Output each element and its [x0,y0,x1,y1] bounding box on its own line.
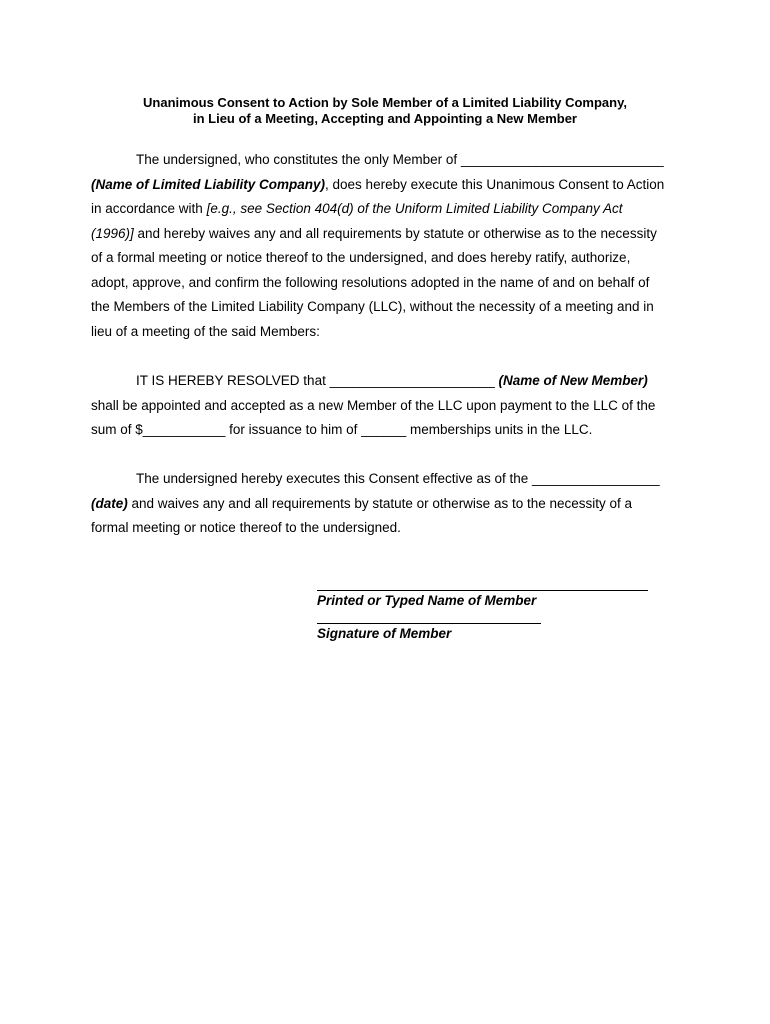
paragraph-2-line-2: shall be appointed and accepted as a new Member of the LLC upon payment to the LLC of the [91,398,656,413]
paragraph-2-line-3 [91,421,592,438]
text-segment: in accordance with [91,201,207,216]
payment-amount-blank: ___________ [142,422,226,437]
paragraph-1-line-3 [91,200,623,217]
text-segment: for issuance to him of [225,422,362,437]
paragraph-3-line-3: formal meeting or notice thereof to the undersigned. [91,520,401,535]
text-segment: , does hereby execute this Unanimous Consent to Action [325,177,665,192]
llc-name-placeholder: (Name of Limited Liability Company) [91,177,326,192]
text-segment: and waives any and all requirements by statute or otherwise as to the necessity of a [127,496,633,511]
new-member-name-blank: ______________________ [329,373,495,388]
text-segment: IT IS HEREBY RESOLVED that [136,373,330,388]
paragraph-1-line-4 [91,225,657,242]
signature-label: Signature of Member [317,626,452,641]
paragraph-3-line-1 [136,470,660,487]
printed-name-label: Printed or Typed Name of Member [317,593,537,608]
document-title-line-1: Unanimous Consent to Action by Sole Member of a Limited Liability Company, [143,95,627,110]
paragraph-1-line-7: the Members of the Limited Liability Company (LLC), without the necessity of a meeting and in [91,299,654,314]
llc-name-blank: ___________________________ [460,152,664,167]
paragraph-1-line-8: lieu of a meeting of the said Members: [91,324,320,339]
text-segment: The undersigned hereby executes this Consent effective as of the [136,471,532,486]
paragraph-1-line-6: adopt, approve, and confirm the following resolutions adopted in the name of and on behalf of [91,275,650,290]
document-title-line-2: in Lieu of a Meeting, Accepting and Appointing a New Member [192,111,577,126]
date-placeholder: (date) [91,496,128,511]
signature-line [317,623,541,624]
new-member-name-placeholder: (Name of New Member) [494,373,648,388]
text-segment: The undersigned, who constitutes the only Member of [136,152,461,167]
paragraph-3-line-2 [91,495,632,512]
text-segment: sum of $ [91,422,143,437]
membership-units-blank: ______ [361,422,407,437]
statute-reference: [e.g., see Section 404(d) of the Uniform Limited Liability Company Act [206,201,623,216]
printed-name-line [317,590,648,591]
text-segment: memberships units in the LLC. [406,422,593,437]
paragraph-1-line-2 [91,176,664,193]
effective-date-blank: _________________ [532,471,660,486]
text-segment: and hereby waives any and all requirements by statute or otherwise as to the necessity [133,226,657,241]
paragraph-1-line-1 [136,151,664,168]
paragraph-2-line-1 [136,372,648,389]
statute-reference-end: (1996)] [91,226,134,241]
paragraph-1-line-5: of a formal meeting or notice thereof to the undersigned, and does hereby ratify, authorize, [91,250,631,265]
